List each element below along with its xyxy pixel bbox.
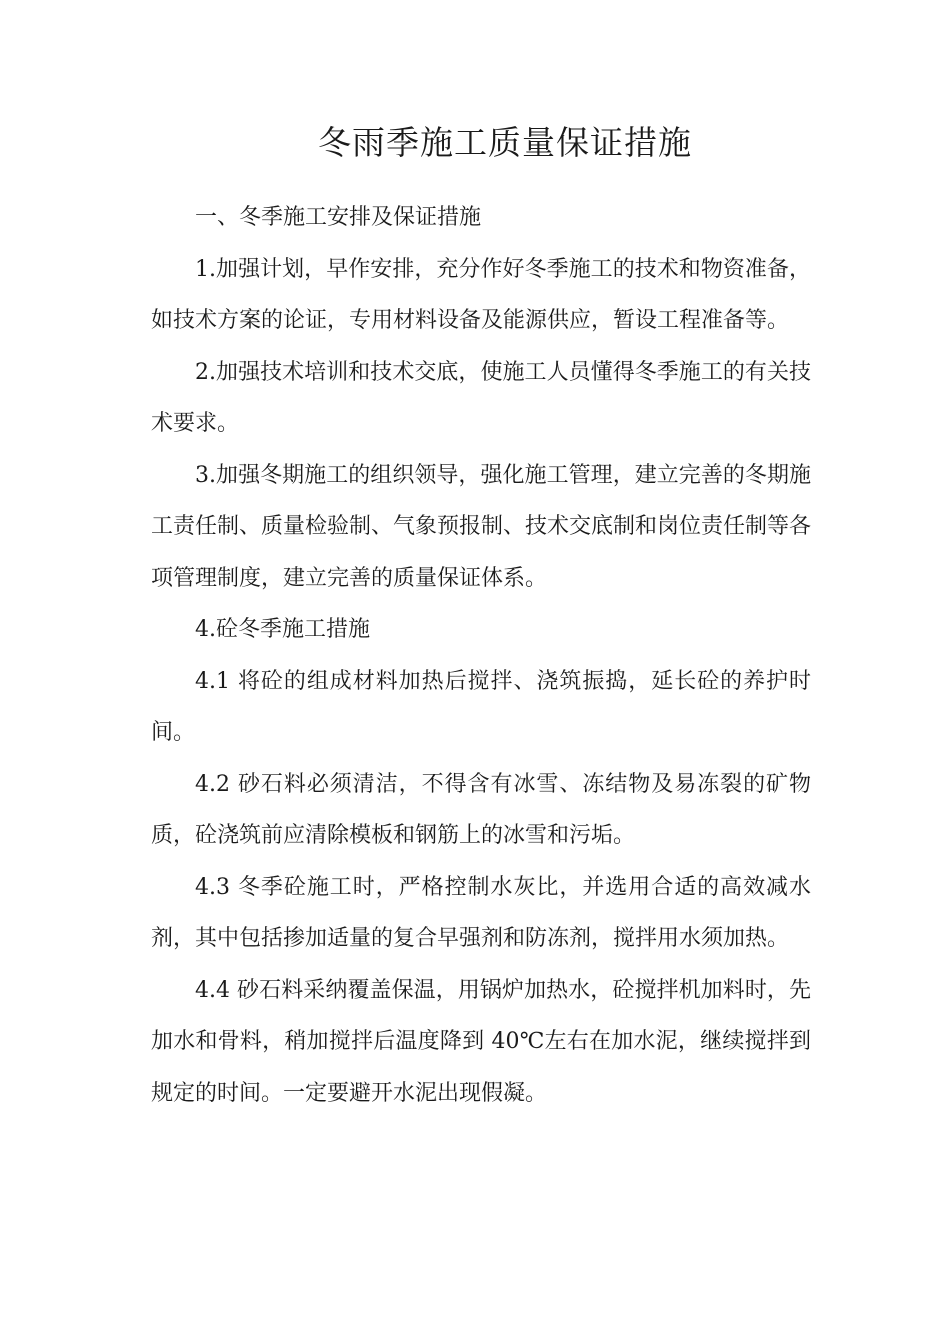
document-title: 冬雨季施工质量保证措施: [318, 123, 692, 162]
paragraph-4-2: 4.2 砂石料必须清洁，不得含有冰雪、冻结物及易冻裂的矿物质，砼浇筑前应清除模板和钢筋上的冰雪和污垢。: [151, 771, 811, 848]
document-body: [151, 192, 811, 1119]
section-heading-winter: 一、冬季施工安排及保证措施: [195, 205, 482, 230]
paragraph-4-1: 4.1 将砼的组成材料加热后搅拌、浇筑振捣，延长砼的养护时间。: [151, 668, 811, 745]
paragraph-4-heading: 4.砼冬季施工措施: [195, 617, 370, 642]
paragraph-4-3: 4.3 冬季砼施工时，严格控制水灰比，并选用合适的高效减水剂，其中包括掺加适量的复合早强剂和防冻剂，搅拌用水须加热。: [151, 874, 811, 951]
paragraph-2: 2.加强技术培训和技术交底，使施工人员懂得冬季施工的有关技术要求。: [151, 359, 811, 436]
paragraph-3: 3.加强冬期施工的组织领导，强化施工管理，建立完善的冬期施工责任制、质量检验制、气象预报制、技术交底制和岗位责任制等各项管理制度，建立完善的质量保证体系。: [151, 462, 812, 591]
paragraph-1: 1.加强计划，早作安排，充分作好冬季施工的技术和物资准备，如技术方案的论证，专用材料设备及能源供应，暂设工程准备等。: [151, 256, 811, 333]
paragraph-4-4: 4.4 砂石料采纳覆盖保温，用锅炉加热水，砼搅拌机加料时，先加水和骨料，稍加搅拌后温度降到 40℃左右在加水泥，继续搅拌到规定的时间。一定要避开水泥出现假凝。: [151, 977, 811, 1106]
